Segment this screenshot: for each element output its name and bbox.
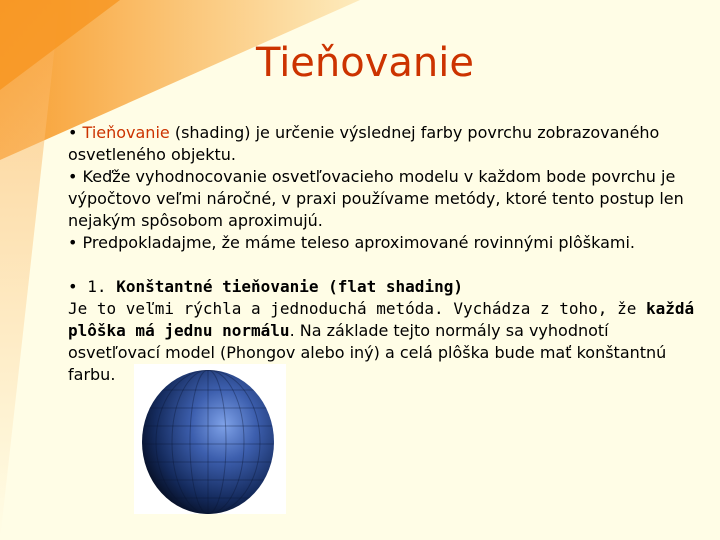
bullet-text: (shading) je určenie výslednej farby povrchu zobrazovaného osvetleného objektu. — [68, 123, 660, 164]
spacer — [68, 254, 698, 276]
section-number: 1. — [87, 277, 117, 296]
bullet-3 — [68, 232, 698, 254]
bullet-marker: • — [68, 233, 78, 252]
bullet-marker: • — [68, 277, 78, 296]
bullet-2 — [68, 166, 698, 232]
bullet-marker: • — [68, 167, 78, 186]
section-heading — [68, 276, 698, 298]
bullet-text: Predpokladajme, že máme teleso aproximované rovinnými plôškami. — [82, 233, 635, 252]
flat-shaded-sphere-image — [134, 364, 286, 514]
section-title: Konštantné tieňovanie (flat shading) — [116, 277, 463, 296]
slide-body — [68, 122, 698, 386]
bullet-text: Keďže vyhodnocovanie osvetľovacieho modelu v každom bode povrchu je výpočtovo veľmi náročné, v praxi používame metódy, ktoré tento postup len nejakým spôsobom aproximujú. — [68, 167, 684, 230]
section-text-1: Je to veľmi rýchla a jednoduchá metóda. Vychádza z toho, že — [68, 299, 646, 318]
slide-title: Tieňovanie — [255, 40, 474, 86]
keyword-term: Tieňovanie — [82, 123, 170, 142]
section-text-2: . Na základe tejto normály sa vyhodnotí osvetľovací model (Phongov alebo iný) a celá plôška bude mať konštantnú farbu. — [68, 321, 667, 384]
bullet-1 — [68, 122, 698, 166]
sphere-icon — [134, 364, 286, 514]
bullet-marker: • — [68, 123, 78, 142]
section-emphasis: každá plôška má jednu normálu — [68, 299, 695, 340]
